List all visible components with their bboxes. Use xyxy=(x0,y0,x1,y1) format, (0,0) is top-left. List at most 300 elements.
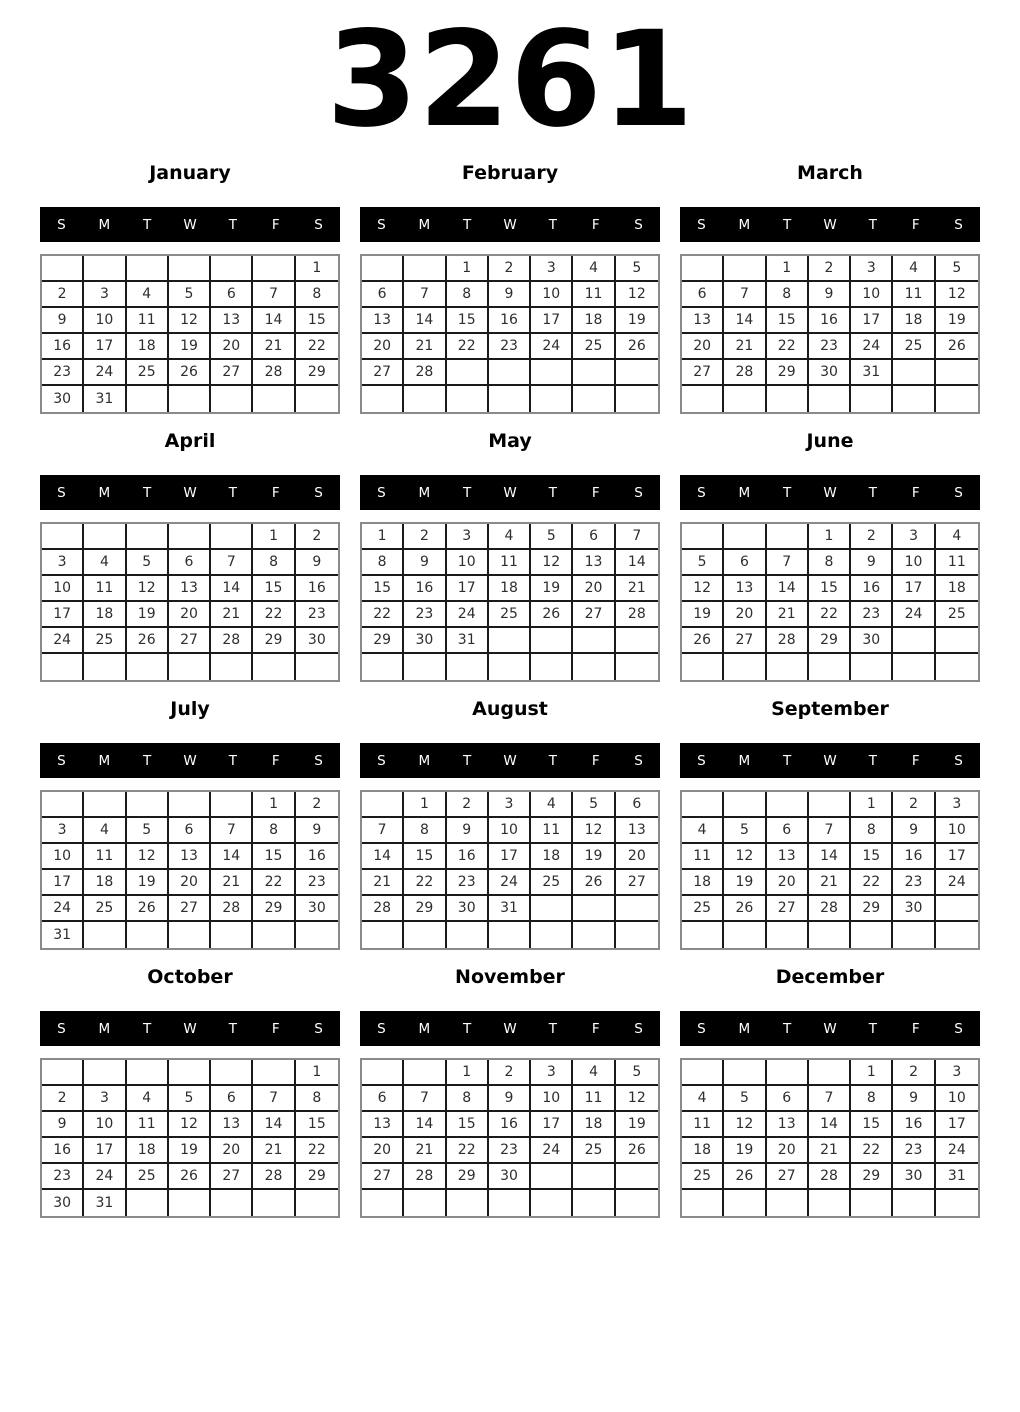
day-cell-december-5: 5 xyxy=(724,1086,766,1112)
day-cell-march-8: 8 xyxy=(767,282,809,308)
day-cell-november-10: 10 xyxy=(531,1086,573,1112)
day-cell-december-4: 4 xyxy=(682,1086,724,1112)
day-cell-empty xyxy=(531,896,573,922)
day-cell-august-26: 26 xyxy=(573,870,615,896)
day-cell-january-9: 9 xyxy=(42,308,84,334)
day-of-week-label: F xyxy=(271,216,280,233)
day-cell-july-8: 8 xyxy=(253,818,295,844)
day-of-week-label: T xyxy=(548,484,557,501)
day-of-week-label: S xyxy=(634,216,643,233)
day-cell-empty xyxy=(84,792,126,818)
day-cell-empty xyxy=(169,792,211,818)
day-cell-december-8: 8 xyxy=(851,1086,893,1112)
day-cell-april-7: 7 xyxy=(211,550,253,576)
day-cell-january-4: 4 xyxy=(127,282,169,308)
day-cell-july-7: 7 xyxy=(211,818,253,844)
day-of-week-label: M xyxy=(98,1020,111,1037)
day-of-week-label: T xyxy=(783,1020,792,1037)
day-cell-may-20: 20 xyxy=(573,576,615,602)
day-cell-empty xyxy=(531,360,573,386)
day-of-week-label: T xyxy=(868,216,877,233)
day-cell-january-23: 23 xyxy=(42,360,84,386)
day-cell-july-16: 16 xyxy=(296,844,338,870)
month-block-may xyxy=(360,423,660,682)
day-of-week-label: F xyxy=(591,216,600,233)
day-cell-october-22: 22 xyxy=(296,1138,338,1164)
day-cell-december-10: 10 xyxy=(936,1086,978,1112)
day-cell-february-28: 28 xyxy=(404,360,446,386)
day-cell-august-21: 21 xyxy=(362,870,404,896)
day-cell-may-27: 27 xyxy=(573,602,615,628)
day-cell-august-9: 9 xyxy=(447,818,489,844)
month-title-july: July xyxy=(170,698,210,720)
day-cell-empty xyxy=(42,524,84,550)
day-cell-march-3: 3 xyxy=(851,256,893,282)
day-cell-november-22: 22 xyxy=(447,1138,489,1164)
day-cell-august-14: 14 xyxy=(362,844,404,870)
day-cell-june-13: 13 xyxy=(724,576,766,602)
day-of-week-label: S xyxy=(314,1020,323,1037)
month-title-january: January xyxy=(149,162,231,184)
day-cell-may-12: 12 xyxy=(531,550,573,576)
day-cell-november-23: 23 xyxy=(489,1138,531,1164)
day-cell-march-22: 22 xyxy=(767,334,809,360)
year-title: 3261 xyxy=(326,2,694,157)
day-cell-january-21: 21 xyxy=(253,334,295,360)
day-cell-july-9: 9 xyxy=(296,818,338,844)
day-cell-september-30: 30 xyxy=(893,896,935,922)
day-of-week-label: T xyxy=(868,752,877,769)
day-cell-september-13: 13 xyxy=(767,844,809,870)
day-cell-empty xyxy=(682,256,724,282)
day-cell-november-18: 18 xyxy=(573,1112,615,1138)
day-cell-march-7: 7 xyxy=(724,282,766,308)
month-block-july xyxy=(40,691,340,950)
day-cell-november-4: 4 xyxy=(573,1060,615,1086)
day-cell-july-5: 5 xyxy=(127,818,169,844)
day-cell-december-25: 25 xyxy=(682,1164,724,1190)
day-cell-empty xyxy=(616,1190,658,1216)
day-cell-empty xyxy=(809,792,851,818)
day-cell-june-20: 20 xyxy=(724,602,766,628)
day-cell-june-29: 29 xyxy=(809,628,851,654)
day-cell-september-10: 10 xyxy=(936,818,978,844)
day-of-week-label: M xyxy=(418,216,431,233)
day-cell-december-20: 20 xyxy=(767,1138,809,1164)
day-of-week-label: S xyxy=(314,484,323,501)
day-cell-empty xyxy=(573,1164,615,1190)
day-cell-october-17: 17 xyxy=(84,1138,126,1164)
day-cell-september-18: 18 xyxy=(682,870,724,896)
day-cell-january-11: 11 xyxy=(127,308,169,334)
month-block-november xyxy=(360,959,660,1218)
day-cell-empty xyxy=(616,1164,658,1190)
day-cell-empty xyxy=(127,256,169,282)
day-cell-may-4: 4 xyxy=(489,524,531,550)
day-cell-may-16: 16 xyxy=(404,576,446,602)
day-of-week-label: F xyxy=(911,1020,920,1037)
day-cell-september-12: 12 xyxy=(724,844,766,870)
day-cell-empty xyxy=(127,386,169,412)
day-cell-empty xyxy=(936,896,978,922)
day-cell-june-8: 8 xyxy=(809,550,851,576)
day-of-week-label: S xyxy=(954,1020,963,1037)
day-cell-january-17: 17 xyxy=(84,334,126,360)
day-cell-empty xyxy=(127,792,169,818)
day-of-week-label: M xyxy=(98,216,111,233)
day-cell-september-17: 17 xyxy=(936,844,978,870)
day-grid-september xyxy=(680,790,980,950)
day-cell-empty xyxy=(169,256,211,282)
day-cell-january-2: 2 xyxy=(42,282,84,308)
day-cell-empty xyxy=(573,654,615,680)
day-cell-empty xyxy=(616,386,658,412)
day-grid-october xyxy=(40,1058,340,1218)
day-cell-october-14: 14 xyxy=(253,1112,295,1138)
day-cell-empty xyxy=(936,628,978,654)
day-cell-empty xyxy=(362,922,404,948)
day-cell-august-3: 3 xyxy=(489,792,531,818)
day-cell-january-1: 1 xyxy=(296,256,338,282)
day-cell-july-22: 22 xyxy=(253,870,295,896)
day-cell-september-16: 16 xyxy=(893,844,935,870)
day-of-week-header-june xyxy=(680,475,980,510)
day-cell-april-20: 20 xyxy=(169,602,211,628)
day-cell-december-7: 7 xyxy=(809,1086,851,1112)
day-cell-august-2: 2 xyxy=(447,792,489,818)
day-cell-april-30: 30 xyxy=(296,628,338,654)
month-title-june: June xyxy=(806,430,854,452)
month-block-august xyxy=(360,691,660,950)
day-cell-october-28: 28 xyxy=(253,1164,295,1190)
day-cell-july-13: 13 xyxy=(169,844,211,870)
day-cell-empty xyxy=(489,922,531,948)
day-cell-march-29: 29 xyxy=(767,360,809,386)
day-of-week-label: M xyxy=(98,752,111,769)
day-cell-empty xyxy=(724,922,766,948)
day-cell-march-15: 15 xyxy=(767,308,809,334)
day-cell-may-11: 11 xyxy=(489,550,531,576)
day-cell-march-11: 11 xyxy=(893,282,935,308)
day-of-week-label: T xyxy=(228,752,237,769)
day-cell-empty xyxy=(936,654,978,680)
day-cell-empty xyxy=(489,628,531,654)
day-cell-march-4: 4 xyxy=(893,256,935,282)
day-cell-january-27: 27 xyxy=(211,360,253,386)
day-cell-september-27: 27 xyxy=(767,896,809,922)
day-cell-empty xyxy=(84,922,126,948)
day-cell-october-20: 20 xyxy=(211,1138,253,1164)
day-cell-december-23: 23 xyxy=(893,1138,935,1164)
day-cell-august-31: 31 xyxy=(489,896,531,922)
day-of-week-label: F xyxy=(911,216,920,233)
day-cell-january-8: 8 xyxy=(296,282,338,308)
day-of-week-label: F xyxy=(911,752,920,769)
day-cell-january-6: 6 xyxy=(211,282,253,308)
day-cell-march-5: 5 xyxy=(936,256,978,282)
day-cell-june-10: 10 xyxy=(893,550,935,576)
day-cell-october-25: 25 xyxy=(127,1164,169,1190)
day-cell-may-31: 31 xyxy=(447,628,489,654)
day-cell-empty xyxy=(42,792,84,818)
day-cell-january-22: 22 xyxy=(296,334,338,360)
day-cell-july-12: 12 xyxy=(127,844,169,870)
day-cell-empty xyxy=(531,386,573,412)
day-cell-empty xyxy=(211,922,253,948)
day-cell-empty xyxy=(404,922,446,948)
day-cell-october-11: 11 xyxy=(127,1112,169,1138)
day-cell-april-23: 23 xyxy=(296,602,338,628)
day-cell-february-18: 18 xyxy=(573,308,615,334)
day-cell-march-25: 25 xyxy=(893,334,935,360)
day-of-week-label: M xyxy=(738,1020,751,1037)
day-cell-april-16: 16 xyxy=(296,576,338,602)
day-cell-empty xyxy=(169,1060,211,1086)
day-cell-december-1: 1 xyxy=(851,1060,893,1086)
day-of-week-label: T xyxy=(548,1020,557,1037)
month-title-august: August xyxy=(472,698,548,720)
day-grid-march xyxy=(680,254,980,414)
day-cell-march-21: 21 xyxy=(724,334,766,360)
day-cell-december-19: 19 xyxy=(724,1138,766,1164)
day-of-week-label: S xyxy=(634,484,643,501)
day-cell-december-13: 13 xyxy=(767,1112,809,1138)
day-of-week-label: T xyxy=(783,216,792,233)
day-of-week-label: W xyxy=(823,216,837,233)
day-cell-july-31: 31 xyxy=(42,922,84,948)
day-cell-empty xyxy=(253,256,295,282)
day-cell-august-29: 29 xyxy=(404,896,446,922)
day-of-week-label: T xyxy=(143,484,152,501)
day-cell-march-18: 18 xyxy=(893,308,935,334)
day-cell-may-8: 8 xyxy=(362,550,404,576)
day-cell-january-31: 31 xyxy=(84,386,126,412)
day-cell-october-1: 1 xyxy=(296,1060,338,1086)
day-grid-may xyxy=(360,522,660,682)
day-cell-march-6: 6 xyxy=(682,282,724,308)
day-cell-empty xyxy=(936,386,978,412)
day-cell-july-2: 2 xyxy=(296,792,338,818)
day-cell-october-15: 15 xyxy=(296,1112,338,1138)
day-cell-june-3: 3 xyxy=(893,524,935,550)
day-cell-empty xyxy=(767,792,809,818)
day-of-week-label: W xyxy=(183,484,197,501)
day-cell-empty xyxy=(573,628,615,654)
day-of-week-label: W xyxy=(183,752,197,769)
day-cell-june-24: 24 xyxy=(893,602,935,628)
day-cell-november-29: 29 xyxy=(447,1164,489,1190)
day-cell-june-12: 12 xyxy=(682,576,724,602)
day-of-week-label: S xyxy=(377,1020,386,1037)
day-cell-april-8: 8 xyxy=(253,550,295,576)
day-cell-december-29: 29 xyxy=(851,1164,893,1190)
day-cell-empty xyxy=(682,1190,724,1216)
day-cell-empty xyxy=(893,922,935,948)
day-cell-january-15: 15 xyxy=(296,308,338,334)
day-cell-september-9: 9 xyxy=(893,818,935,844)
day-cell-empty xyxy=(809,386,851,412)
day-cell-november-19: 19 xyxy=(616,1112,658,1138)
day-cell-october-29: 29 xyxy=(296,1164,338,1190)
day-cell-empty xyxy=(531,1164,573,1190)
day-grid-june xyxy=(680,522,980,682)
day-cell-april-11: 11 xyxy=(84,576,126,602)
day-cell-august-25: 25 xyxy=(531,870,573,896)
day-cell-empty xyxy=(724,386,766,412)
day-cell-december-12: 12 xyxy=(724,1112,766,1138)
day-cell-empty xyxy=(682,922,724,948)
day-cell-march-26: 26 xyxy=(936,334,978,360)
day-cell-september-1: 1 xyxy=(851,792,893,818)
day-cell-empty xyxy=(127,922,169,948)
day-cell-empty xyxy=(253,1190,295,1216)
day-cell-empty xyxy=(447,386,489,412)
day-cell-july-14: 14 xyxy=(211,844,253,870)
day-of-week-label: S xyxy=(57,752,66,769)
day-cell-february-16: 16 xyxy=(489,308,531,334)
day-cell-september-4: 4 xyxy=(682,818,724,844)
day-cell-january-12: 12 xyxy=(169,308,211,334)
day-cell-empty xyxy=(682,792,724,818)
month-block-september xyxy=(680,691,980,950)
day-cell-empty xyxy=(682,524,724,550)
day-cell-june-9: 9 xyxy=(851,550,893,576)
day-cell-december-15: 15 xyxy=(851,1112,893,1138)
day-cell-june-27: 27 xyxy=(724,628,766,654)
day-cell-empty xyxy=(211,524,253,550)
day-cell-december-26: 26 xyxy=(724,1164,766,1190)
day-cell-may-2: 2 xyxy=(404,524,446,550)
day-cell-may-10: 10 xyxy=(447,550,489,576)
day-cell-april-9: 9 xyxy=(296,550,338,576)
day-cell-april-26: 26 xyxy=(127,628,169,654)
day-cell-august-15: 15 xyxy=(404,844,446,870)
day-cell-march-1: 1 xyxy=(767,256,809,282)
day-cell-april-5: 5 xyxy=(127,550,169,576)
day-of-week-label: W xyxy=(503,1020,517,1037)
day-cell-october-2: 2 xyxy=(42,1086,84,1112)
day-cell-empty xyxy=(616,896,658,922)
day-cell-june-1: 1 xyxy=(809,524,851,550)
day-cell-september-20: 20 xyxy=(767,870,809,896)
day-cell-february-13: 13 xyxy=(362,308,404,334)
day-cell-empty xyxy=(404,654,446,680)
day-cell-empty xyxy=(531,628,573,654)
day-cell-january-13: 13 xyxy=(211,308,253,334)
day-cell-may-9: 9 xyxy=(404,550,446,576)
day-cell-july-21: 21 xyxy=(211,870,253,896)
day-cell-empty xyxy=(809,1060,851,1086)
day-cell-may-15: 15 xyxy=(362,576,404,602)
day-cell-empty xyxy=(616,922,658,948)
day-of-week-label: T xyxy=(548,216,557,233)
day-of-week-label: T xyxy=(463,1020,472,1037)
day-cell-empty xyxy=(724,654,766,680)
day-cell-empty xyxy=(169,654,211,680)
day-cell-september-5: 5 xyxy=(724,818,766,844)
day-of-week-label: T xyxy=(463,752,472,769)
day-cell-empty xyxy=(767,1060,809,1086)
day-cell-empty xyxy=(489,654,531,680)
day-cell-march-30: 30 xyxy=(809,360,851,386)
day-cell-july-28: 28 xyxy=(211,896,253,922)
day-cell-empty xyxy=(127,654,169,680)
day-cell-august-6: 6 xyxy=(616,792,658,818)
day-cell-october-31: 31 xyxy=(84,1190,126,1216)
day-of-week-label: F xyxy=(591,484,600,501)
day-of-week-label: T xyxy=(228,1020,237,1037)
day-of-week-label: W xyxy=(503,216,517,233)
day-cell-july-25: 25 xyxy=(84,896,126,922)
day-cell-january-16: 16 xyxy=(42,334,84,360)
day-cell-october-6: 6 xyxy=(211,1086,253,1112)
day-cell-december-11: 11 xyxy=(682,1112,724,1138)
day-cell-september-24: 24 xyxy=(936,870,978,896)
day-grid-april xyxy=(40,522,340,682)
day-cell-april-4: 4 xyxy=(84,550,126,576)
day-cell-november-2: 2 xyxy=(489,1060,531,1086)
day-cell-september-25: 25 xyxy=(682,896,724,922)
day-cell-empty xyxy=(362,654,404,680)
day-of-week-label: M xyxy=(418,752,431,769)
day-cell-may-13: 13 xyxy=(573,550,615,576)
day-cell-february-21: 21 xyxy=(404,334,446,360)
day-cell-january-28: 28 xyxy=(253,360,295,386)
day-cell-empty xyxy=(936,1190,978,1216)
day-cell-empty xyxy=(682,654,724,680)
day-cell-april-28: 28 xyxy=(211,628,253,654)
day-cell-august-11: 11 xyxy=(531,818,573,844)
day-cell-empty xyxy=(447,654,489,680)
day-cell-empty xyxy=(447,922,489,948)
day-cell-march-24: 24 xyxy=(851,334,893,360)
day-cell-march-17: 17 xyxy=(851,308,893,334)
day-of-week-header-july xyxy=(40,743,340,778)
day-cell-june-19: 19 xyxy=(682,602,724,628)
day-cell-march-23: 23 xyxy=(809,334,851,360)
day-cell-november-1: 1 xyxy=(447,1060,489,1086)
day-of-week-label: T xyxy=(143,216,152,233)
day-cell-july-23: 23 xyxy=(296,870,338,896)
day-cell-november-27: 27 xyxy=(362,1164,404,1190)
day-cell-october-24: 24 xyxy=(84,1164,126,1190)
day-cell-may-17: 17 xyxy=(447,576,489,602)
day-of-week-header-april xyxy=(40,475,340,510)
month-block-june xyxy=(680,423,980,682)
day-cell-empty xyxy=(211,654,253,680)
day-of-week-header-august xyxy=(360,743,660,778)
day-cell-august-8: 8 xyxy=(404,818,446,844)
day-cell-january-10: 10 xyxy=(84,308,126,334)
day-cell-november-5: 5 xyxy=(616,1060,658,1086)
day-cell-december-30: 30 xyxy=(893,1164,935,1190)
day-cell-empty xyxy=(893,1190,935,1216)
day-cell-march-27: 27 xyxy=(682,360,724,386)
day-cell-may-30: 30 xyxy=(404,628,446,654)
day-cell-empty xyxy=(531,654,573,680)
day-cell-empty xyxy=(362,1060,404,1086)
day-cell-november-17: 17 xyxy=(531,1112,573,1138)
day-cell-may-21: 21 xyxy=(616,576,658,602)
day-cell-september-14: 14 xyxy=(809,844,851,870)
day-cell-may-23: 23 xyxy=(404,602,446,628)
day-cell-december-31: 31 xyxy=(936,1164,978,1190)
day-cell-september-15: 15 xyxy=(851,844,893,870)
day-cell-empty xyxy=(851,386,893,412)
day-cell-empty xyxy=(724,256,766,282)
day-cell-september-23: 23 xyxy=(893,870,935,896)
day-cell-february-23: 23 xyxy=(489,334,531,360)
